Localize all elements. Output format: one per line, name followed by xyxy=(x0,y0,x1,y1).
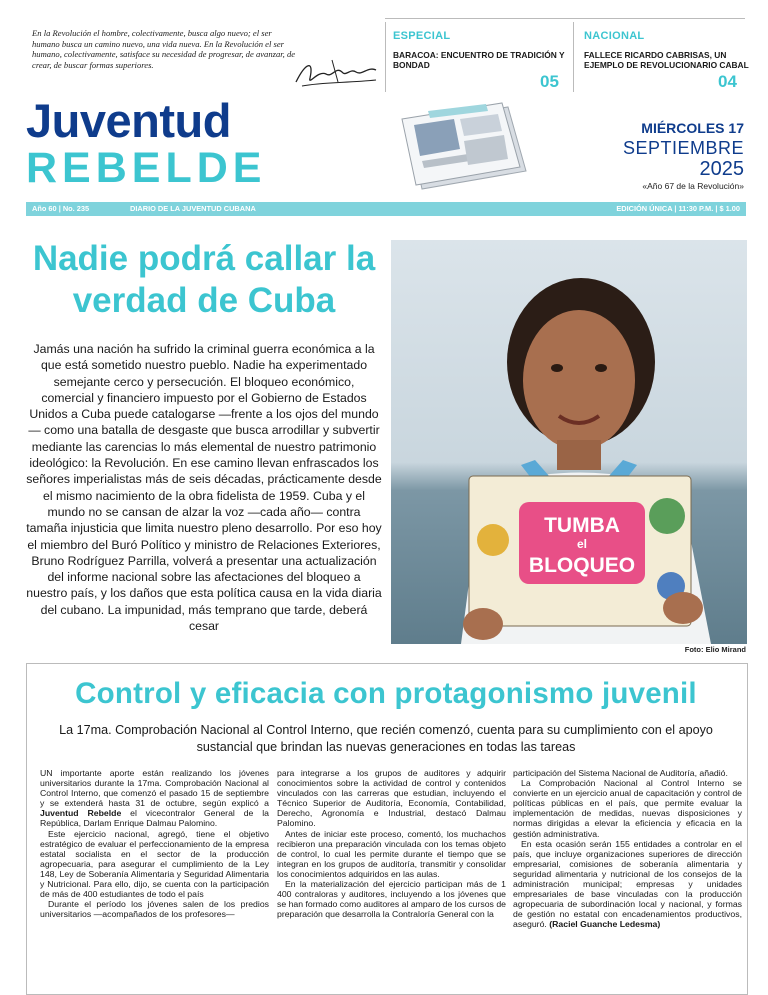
paragraph: La Comprobación Nacional al Control Interno se convierte en un ejercicio anual de capacitación y control de políticas públicas en el país, que permite evaluar la implementación de medidas, nuevas disposiciones y normas dirigidas a elevar la eficiencia y eficacia en la gestión administrativa. xyxy=(513,778,742,839)
teaser-section: ESPECIAL xyxy=(393,30,451,42)
teaser-headline: BARACOA: ENCUENTRO DE TRADICIÓN Y BONDAD xyxy=(393,50,565,70)
paragraph: En esta ocasión serán 155 entidades a controlar en el país, que incluye organizaciones superiores de dirección empresarial, comisiones de soberanía alimentaria y seguridad alimentaria y nutricional de los consejos de la administración municipal; empresas y unidades empresariales de base vinculadas con la producción agropecuaria de subordinación local y nacional, y formas de gestión no estatal con encadenamientos productivos, aseguró. xyxy=(513,838,742,930)
paragraph: Este ejercicio nacional, agregó, tiene el objetivo estratégico de evaluar el perfeccionamiento de la empresa estatal socialista en el sector de la producción agropecuaria, para asegurar el cumplimiento de la Ley 148, Ley de Soberanía Alimentaria y Seguridad Alimentaria y Nutricional. Para ello, dijo, se cuenta con la participación de más de 400 estudiantes de todo el país xyxy=(40,828,269,900)
byline: (Raciel Guanche Ledesma) xyxy=(549,919,661,930)
newspaper-name: Juventud Rebelde xyxy=(40,808,122,819)
fidel-quote: En la Revolución el hombre, colectivamente, busca algo nuevo; el ser humano busca un camino nuevo, una vida nueva. En la Revolución el ser humano, colectivamente, satisface su necesidad de progresar, de avanzar, de crear, de buscar formas superiores. xyxy=(32,28,296,70)
anniversary-label: «Año 67 de la Revolución» xyxy=(642,181,744,191)
divider xyxy=(385,18,745,19)
newspaper-stack-image xyxy=(398,101,530,191)
edition-info: EDICIÓN ÚNICA | 11:30 P.M. | $ 1.00 xyxy=(616,204,740,213)
divider xyxy=(573,22,574,92)
sign-text-tumba: TUMBA xyxy=(544,514,620,537)
date-year: 2025 xyxy=(699,158,744,180)
teaser-nacional[interactable] xyxy=(584,30,750,70)
paragraph: En la materialización del ejercicio participan más de 1 400 contraloras y auditores, incluyendo a los jóvenes que se han formado como auditores al amparo de los cursos de preparación que desarrolla la Contraloría General con la xyxy=(277,879,506,920)
photo-credit: Foto: Elio Mirand xyxy=(684,645,746,654)
lead-headline[interactable]: Nadie podrá callar la verdad de Cuba xyxy=(32,239,376,320)
masthead-rebelde: REBELDE xyxy=(26,144,267,192)
lead-body: Jamás una nación ha sufrido la criminal guerra económica a la que está sometido nuestro pueblo. Nadie ha experimentado semejante cerco y persecución. El bloqueo económico, comercial y financiero impuesto por el Gobierno de Estados Unidos a Cuba puede catalogarse —frente a los ojos del mundo— como una batalla de desgaste que busca arrodillar y subvertir mediante las carencias lo más elemental de nuestro patrimonio ideológico: la Revolución. En ese camino llevan enfrascados los señores imperialistas más de seis décadas, prácticamente desde el mismo nacimiento de la obra fidelista de 1959. Cuba y el mundo no se cansan de alzar la voz —cada año— contra tamaña injusticia que limita nuestro pleno desarrollo. Por eso hoy el miembro del Buró Político y ministro de Relaciones Exteriores, Bruno Rodríguez Parrilla, volverá a presentar una actualización del informe nacional sobre las afectaciones del bloqueo a nuestro país, y los daños que esta política causa en la vida diaria del cubano. La impunidad, más temprano que tarde, deberá cesar xyxy=(26,342,382,634)
teaser-section: NACIONAL xyxy=(584,30,645,42)
paragraph: Durante el período los jóvenes salen de los predios universitarios —acompañados de los profesores— xyxy=(40,899,269,920)
issue-number: Año 60 | No. 235 xyxy=(32,204,90,213)
story-column-3 xyxy=(513,768,742,930)
lead-photo xyxy=(391,240,747,644)
story-column-1: UN importante aporte están realizando los jóvenes universitarios durante la 17ma. Comprobación Nacional al Control Interno, que comenzó el pasado 15 de septiembre y se extenderá hasta 31 de octubre, según explicó a Juventud Rebelde el vicecontralor General de la República, Darlam Enrique Dalmau Palomino. Este ejercicio nacional, agregó, tiene el objetivo estratégico de evaluar el perfeccionamiento de la empresa estatal socialista en el sector de la producción agropecuaria, para asegurar el cumplimiento de la Ley 148, Ley de Soberanía Alimentaria y Seguridad Alimentaria y Nutricional. Para ello, dijo, se cuenta con la participación de más de 400 estudiantes de todo el país Durante el período los jóvenes salen de los predios universitarios —acompañados de los profesores— xyxy=(40,768,269,920)
story-subheadline: La 17ma. Comprobación Nacional al Control Interno, que recién comenzó, cuenta para su cumplimiento con el apoyo sustancial que brindan las nuevas generaciones en todas las tareas xyxy=(59,723,713,754)
sign-text-bloqueo: BLOQUEO xyxy=(528,554,636,577)
teaser-especial[interactable] xyxy=(393,30,565,70)
sign-text-el: el xyxy=(576,537,588,551)
paragraph: para integrarse a los grupos de auditores y adquirir conocimientos sobre la actividad de control y contenidos vinculados con las carreras que estudian, incluyendo el Técnico Superior de Auditoría, Economía, Contabilidad, Derecho, Agronomía e Industrial, destacó Dalmau Palomino. xyxy=(277,768,506,829)
date-month: SEPTIEMBRE xyxy=(622,138,744,158)
teaser-page: 05 xyxy=(540,72,559,91)
fidel-signature xyxy=(292,52,380,92)
divider xyxy=(385,22,386,92)
teaser-page: 04 xyxy=(718,72,737,91)
paragraph: participación del Sistema Nacional de Auditoría, añadió. xyxy=(513,768,728,778)
date-weekday: MIÉRCOLES 17 xyxy=(641,120,744,136)
teaser-headline: FALLECE RICARDO CABRISAS, UN EJEMPLO DE REVOLUCIONARIO CABAL xyxy=(584,50,749,70)
story-headline[interactable]: Control y eficacia con protagonismo juvenil xyxy=(75,677,697,710)
paragraph: Antes de iniciar este proceso, comentó, los muchachos recibieron una preparación vinculada con los temas objeto de control, lo cual les permite durante el tiempo que se integran en los grupos de auditoría, transmitir y consolidar los conocimientos adquiridos en las aulas. xyxy=(277,828,506,879)
edition-bar xyxy=(26,202,746,216)
masthead-juventud: Juventud xyxy=(26,94,231,147)
tagline: DIARIO DE LA JUVENTUD CUBANA xyxy=(130,204,256,213)
story-column-2 xyxy=(277,768,506,919)
